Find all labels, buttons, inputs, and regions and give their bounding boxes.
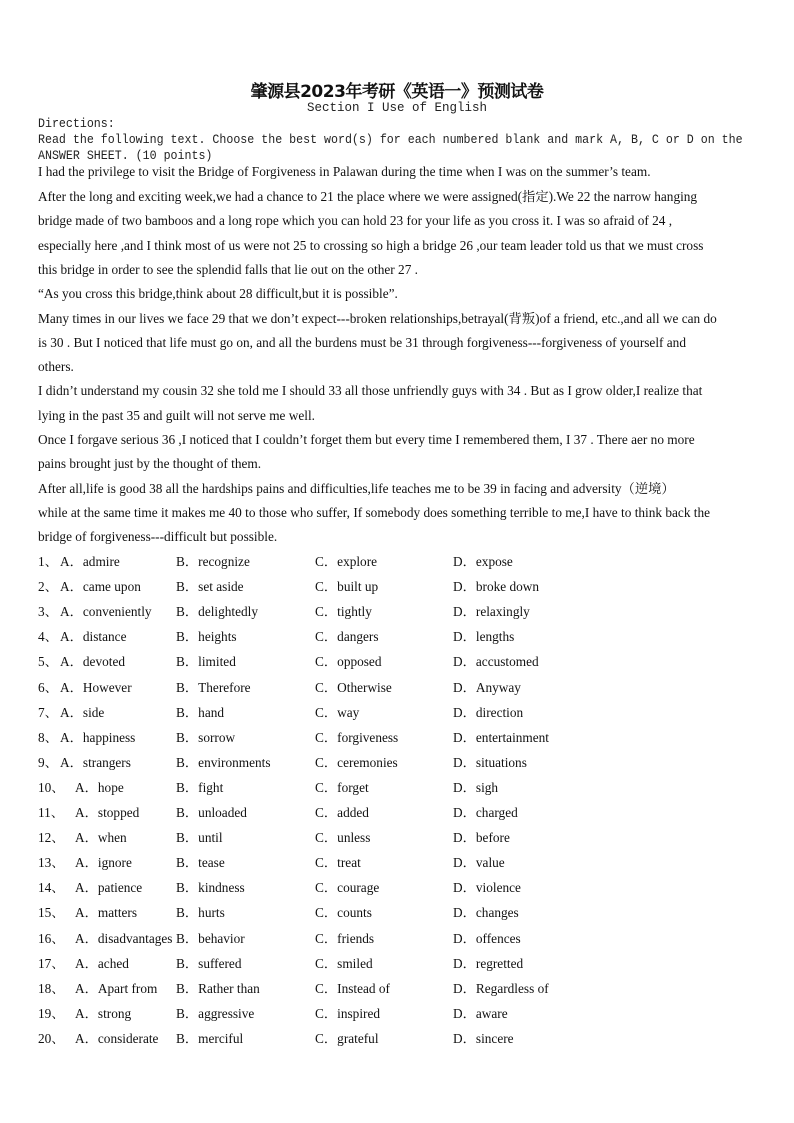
option-a: A．devoted (60, 654, 125, 670)
option-d: D．lengths (453, 629, 515, 645)
option-d: D．situations (453, 754, 527, 770)
passage-line: “As you cross this bridge,think about 28 difficult,but it is possible”. (38, 286, 398, 302)
passage-line: bridge of forgiveness---difficult but possible. (38, 529, 278, 545)
question-number: 2、 (38, 579, 58, 595)
option-a: A．strangers (60, 754, 131, 770)
directions-line: ANSWER SHEET. (10 points) (38, 149, 213, 163)
option-a: A．admire (60, 554, 120, 569)
option-b: B．environments (176, 754, 271, 770)
option-a: A．conveniently (60, 604, 152, 620)
option-c: C．counts (315, 905, 372, 921)
option-d: D．regretted (453, 955, 524, 971)
question-number: 16、 (38, 930, 65, 946)
option-c: C．opposed (315, 654, 382, 670)
question-number: 9、 (38, 754, 58, 770)
option-c: C．built up (315, 579, 379, 595)
option-b: B．Therefore (176, 679, 251, 695)
option-d: D．accustomed (453, 654, 539, 670)
question-number: 3、 (38, 604, 58, 620)
option-b: B．unloaded (176, 805, 247, 820)
question-number: 6、 (38, 679, 58, 695)
option-c: C．forgiveness (315, 729, 399, 745)
passage-line: bridge made of two bamboos and a long rope which you can hold 23 for your life as you cross it. I was so afraid of 24 , (38, 213, 673, 229)
question-number: 1、 (38, 554, 58, 569)
option-a: A．Apart from (75, 980, 158, 996)
question-number: 19、 (38, 1005, 65, 1021)
option-b: B．hand (176, 704, 225, 720)
option-c: C．smiled (315, 955, 373, 971)
page-title: 肇源县2023年考研《英语一》预测试卷 (250, 82, 544, 102)
option-d: D．value (453, 855, 505, 871)
option-b: B．limited (176, 654, 236, 670)
option-c: C．unless (315, 830, 371, 846)
option-d: D．expose (453, 554, 513, 569)
option-b: B．suffered (176, 955, 242, 971)
option-a: A．ignore (75, 855, 132, 871)
option-b: B．hurts (176, 905, 225, 921)
option-d: D．before (453, 830, 510, 846)
option-b: B．recognize (176, 554, 250, 569)
option-c: C．dangers (315, 629, 379, 645)
option-b: B．until (176, 830, 223, 846)
passage-line: others. (38, 359, 74, 375)
option-b: B．set aside (176, 579, 244, 595)
option-a: A．strong (75, 1005, 132, 1021)
option-a: A．ached (75, 955, 129, 971)
question-number: 8、 (38, 729, 58, 745)
option-d: D．sincere (453, 1030, 514, 1046)
question-number: 5、 (38, 654, 58, 670)
option-b: B．Rather than (176, 980, 260, 996)
option-b: B．fight (176, 779, 224, 795)
option-d: D．relaxingly (453, 604, 530, 620)
option-a: A．patience (75, 880, 143, 896)
option-a: A．came upon (60, 579, 141, 595)
question-number: 18、 (38, 980, 65, 996)
question-number: 17、 (38, 955, 65, 971)
option-b: B．tease (176, 855, 225, 871)
option-b: B．sorrow (176, 729, 236, 745)
question-number: 11、 (38, 805, 65, 820)
question-number: 14、 (38, 880, 65, 896)
passage-line: while at the same time it makes me 40 to those who suffer, If somebody does something terrible to me,I have to think back the (38, 504, 711, 520)
option-a: A．stopped (75, 805, 140, 820)
passage-line: Once I forgave serious 36 ,I noticed that I couldn’t forget them but every time I remembered them, I 37 . There aer no more (38, 432, 695, 447)
passage-line: is 30 . But I noticed that life must go on, and all the burdens must be 31 through forgiveness---forgiveness of yourself and (38, 334, 686, 350)
option-a: A．However (60, 679, 132, 695)
option-a: A．distance (60, 629, 127, 645)
option-c: C．forget (315, 779, 369, 795)
option-a: A．disadvantages (75, 930, 173, 946)
option-c: C．Instead of (315, 980, 390, 996)
option-b: B．heights (176, 629, 237, 645)
passage-line: Many times in our lives we face 29 that we don’t expect---broken relationships,betrayal(背叛)of a friend, etc.,and all we can do (38, 310, 717, 326)
question-number: 4、 (38, 629, 58, 645)
option-a: A．matters (75, 905, 138, 921)
directions-line: Read the following text. Choose the best word(s) for each numbered blank and mark A, B, C or D on the (38, 133, 743, 147)
option-c: C．way (315, 704, 360, 720)
question-number: 13、 (38, 855, 65, 871)
option-d: D．Regardless of (453, 980, 549, 996)
passage-line: lying in the past 35 and guilt will not serve me well. (38, 407, 315, 423)
passage-line: pains brought just by the thought of them. (38, 456, 262, 472)
question-number: 20、 (38, 1030, 65, 1046)
question-number: 15、 (38, 905, 65, 921)
directions-label: Directions: (38, 117, 115, 131)
passage-line: this bridge in order to see the splendid falls that lie out on the other 27 . (38, 261, 418, 277)
option-d: D．sigh (453, 779, 499, 795)
option-c: C．tightly (315, 604, 372, 620)
section-heading: Section I Use of English (306, 101, 488, 115)
option-a: A．when (75, 830, 127, 846)
option-d: D．aware (453, 1005, 508, 1021)
passage-line: After all,life is good 38 all the hardships pains and difficulties,life teaches me to be 39 in facing and adversity（逆境） (38, 480, 675, 496)
option-b: B．kindness (176, 880, 245, 896)
passage-line: I didn’t understand my cousin 32 she told me I should 33 all those unfriendly guys with 34 . But as I grow older,I realize that (38, 383, 703, 399)
option-c: C．ceremonies (315, 754, 398, 770)
option-d: D．violence (453, 880, 521, 896)
option-c: C．grateful (315, 1030, 379, 1046)
question-number: 10、 (38, 779, 65, 795)
option-d: D．entertainment (453, 729, 549, 745)
question-number: 7、 (38, 704, 58, 720)
passage-line: especially here ,and I think most of us were not 25 to crossing so high a bridge 26 ,our team leader told us that we must cross (38, 237, 704, 253)
option-d: D．direction (453, 704, 524, 720)
option-a: A．side (60, 704, 105, 720)
option-c: C．friends (315, 930, 375, 946)
option-d: D．charged (453, 805, 518, 820)
option-c: C．treat (315, 855, 361, 871)
option-c: C．Otherwise (315, 679, 392, 695)
option-b: B．behavior (176, 930, 245, 946)
option-c: C．explore (315, 554, 378, 569)
option-c: C．courage (315, 880, 380, 896)
option-a: A．considerate (75, 1030, 159, 1046)
option-c: C．inspired (315, 1005, 381, 1021)
intro-text: I had the privilege to visit the Bridge of Forgiveness in Palawan during the time when I was on the summer’s team. (38, 164, 651, 179)
option-d: D．changes (453, 905, 519, 921)
option-d: D．broke down (453, 579, 540, 595)
question-number: 12、 (38, 830, 65, 846)
option-b: B．delightedly (176, 604, 258, 620)
option-d: D．offences (453, 930, 521, 946)
option-b: B．aggressive (176, 1005, 255, 1021)
passage-line: After the long and exciting week,we had a chance to 21 the place where we were assigned(指定).We 22 the narrow hanging (38, 189, 698, 204)
option-a: A．happiness (60, 729, 136, 745)
option-b: B．merciful (176, 1030, 244, 1046)
option-d: D．Anyway (453, 679, 521, 695)
option-a: A．hope (75, 779, 124, 795)
option-c: C．added (315, 805, 369, 820)
